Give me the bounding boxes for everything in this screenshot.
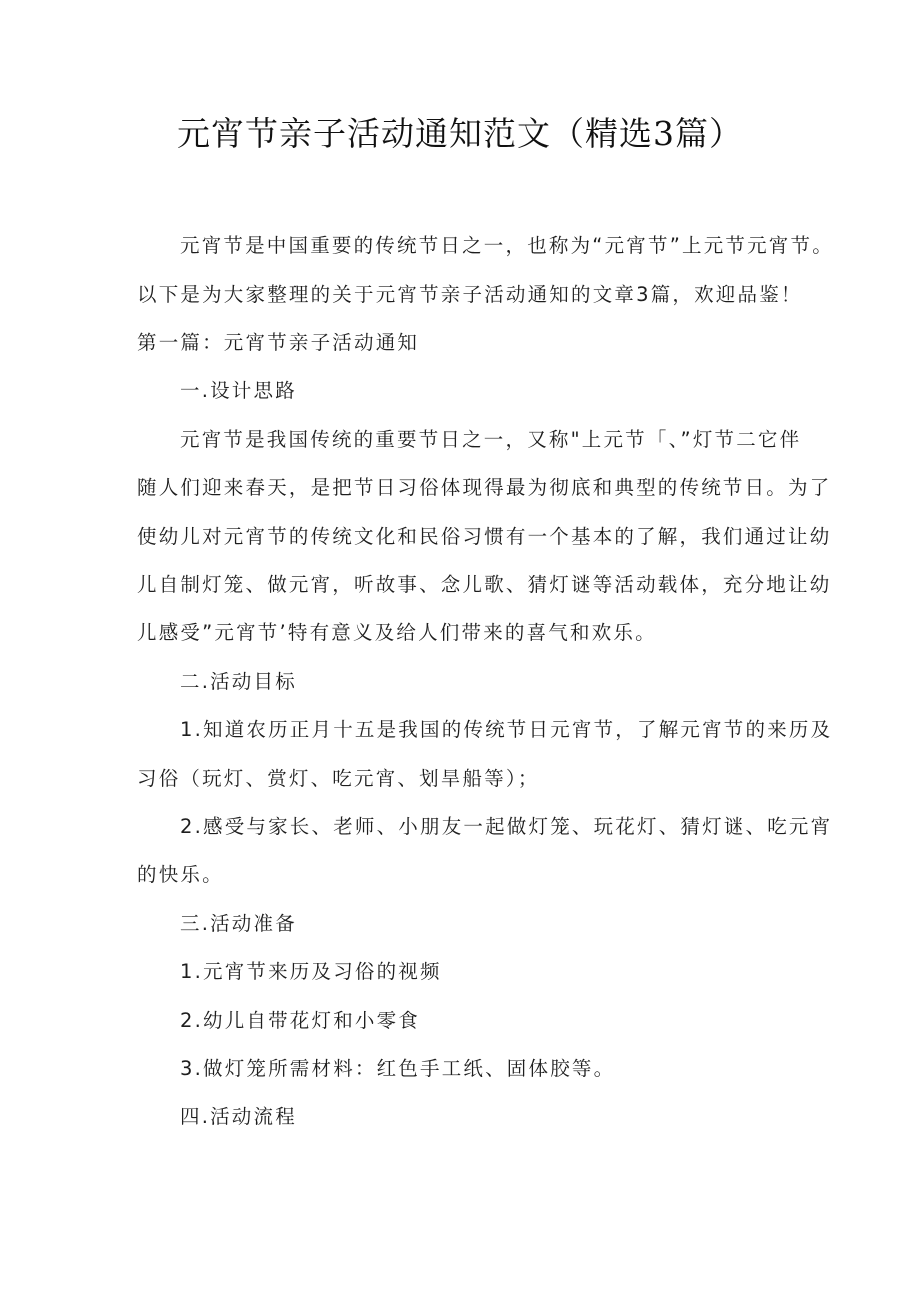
section3-heading: 三.活动准备 — [180, 912, 297, 935]
intro-line-1: 元宵节是中国重要的传统节日之一，也称为“元宵节”上元节元宵节。 — [180, 234, 834, 257]
section3-item-1: 1.元宵节来历及习俗的视频 — [180, 960, 442, 983]
document-title: 元宵节亲子活动通知范文（精选3篇） — [177, 114, 743, 153]
part1-heading: 第一篇：元宵节亲子活动通知 — [137, 331, 420, 354]
section3-item-3: 3.做灯笼所需材料：红色手工纸、固体胶等。 — [180, 1057, 616, 1080]
section1-line-5: 儿感受”元宵节’特有意义及给人们带来的喜气和欢乐。 — [137, 621, 657, 644]
section4-heading: 四.活动流程 — [180, 1105, 297, 1128]
section1-line-3: 使幼儿对元宵节的传统文化和民俗习惯有一个基本的了解，我们通过让幼 — [137, 525, 832, 548]
section1-heading: 一.设计思路 — [180, 379, 297, 402]
section1-line-1: 元宵节是我国传统的重要节日之一，又称"上元节「、”灯节二它伴 — [180, 428, 802, 451]
section1-line-2: 随人们迎来春天，是把节日习俗体现得最为彻底和典型的传统节日。为了 — [137, 476, 832, 499]
intro-line-2: 以下是为大家整理的关于元宵节亲子活动通知的文章3篇，欢迎品鉴！ — [137, 283, 803, 306]
section2-item1-line-2: 习俗（玩灯、赏灯、吃元宵、划旱船等）； — [137, 767, 540, 790]
section2-heading: 二.活动目标 — [180, 670, 297, 693]
section2-item1-line-1: 1.知道农历正月十五是我国的传统节日元宵节，了解元宵节的来历及 — [180, 718, 833, 741]
section2-item2-line-2: 的快乐。 — [137, 863, 224, 886]
section2-item2-line-1: 2.感受与家长、老师、小朋友一起做灯笼、玩花灯、猜灯谜、吃元宵 — [180, 815, 833, 838]
section3-item-2: 2.幼儿自带花灯和小零食 — [180, 1009, 421, 1032]
section1-line-4: 儿自制灯笼、做元宵，听故事、念儿歌、猜灯谜等活动载体，充分地让幼 — [137, 573, 832, 596]
